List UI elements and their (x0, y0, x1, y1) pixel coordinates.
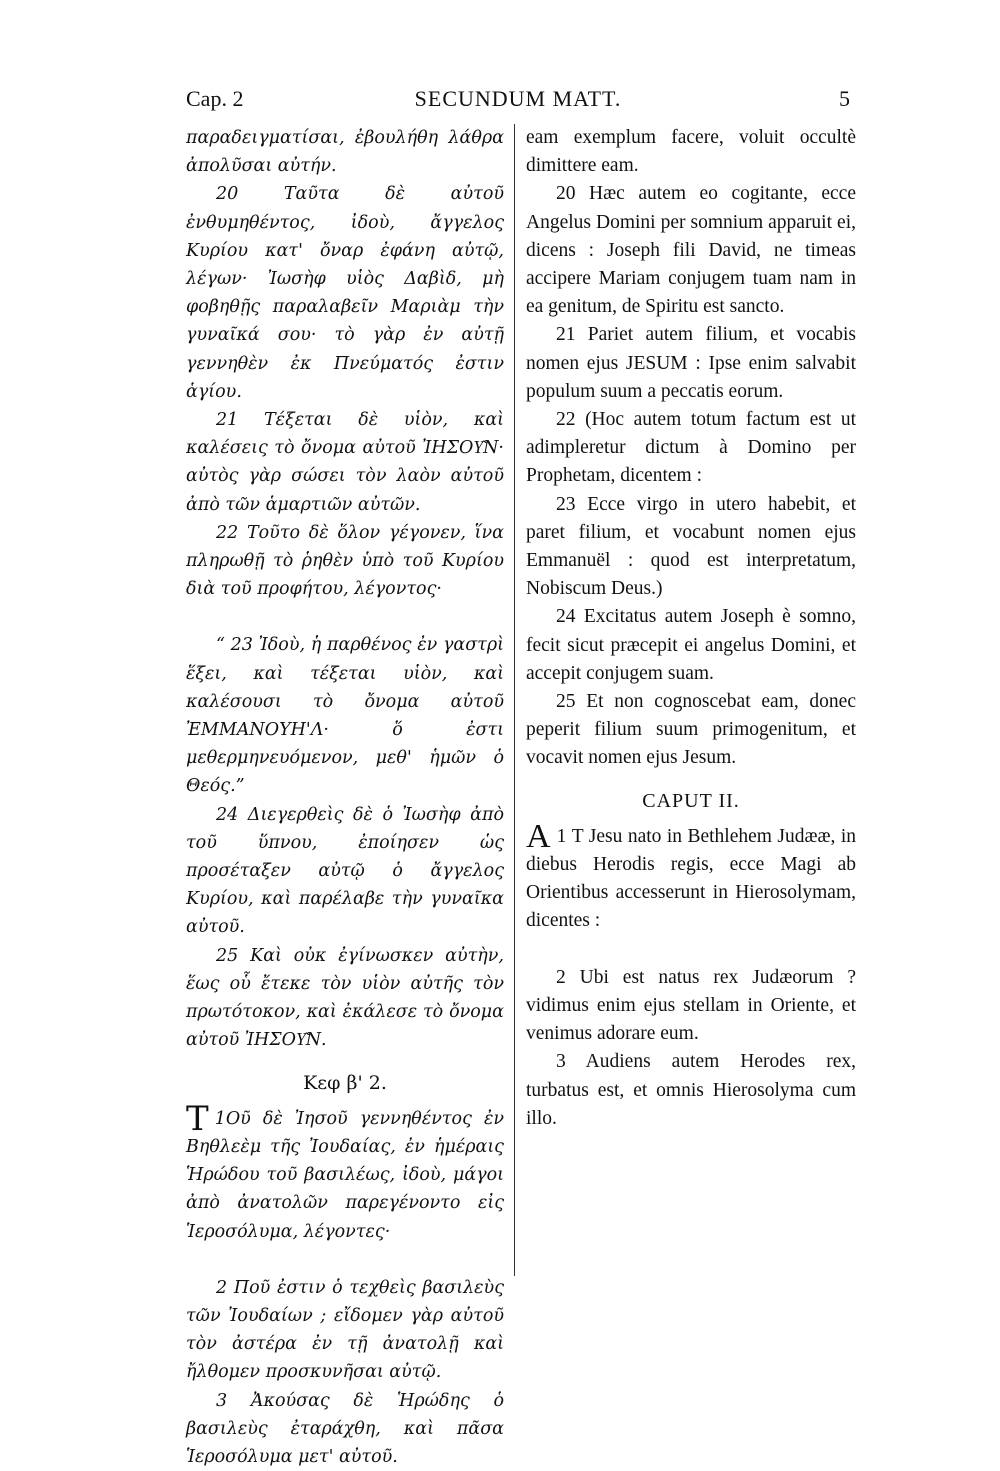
verse-text: Οῦ δὲ Ἰησοῦ γεννηθέντος ἐν Βηθλεὲμ τῆς Ἰουδαίας, ἐν ἡμέραις Ἡρώδου τοῦ βασιλέως, ἰδοὺ, μάγοι ἀπὸ ἀνατολῶν παρεγένοντο εἰς Ἱεροσόλυμα, λέγοντες· (186, 1108, 504, 1242)
greek-chapter2-verse-3: 3 Ἀκούσας δὲ Ἡρώδης ὁ βασιλεὺς ἐταράχθη, καὶ πᾶσα Ἱεροσόλυμα μετ' αὐτοῦ. (186, 1390, 504, 1467)
chapter-label: Cap. 2 (186, 86, 244, 111)
spacer (186, 603, 504, 631)
latin-chapter2-verse-2: 2 Ubi est natus rex Judæorum ? vidimus enim ejus stellam in Oriente, et venimus adorare eum. (526, 966, 856, 1045)
latin-verse-23: 23 Ecce virgo in utero habebit, et paret filium, et vocabunt nomen ejus Emmanuël : quod est interpretatum, Nobiscum Deus.) (526, 493, 856, 600)
greek-verse-21: 21 Τέξεται δὲ υἱὸν, καὶ καλέσεις τὸ ὄνομα αὐτοῦ ἸΗΣΟΥ͂Ν· αὐτὸς γὰρ σώσει τὸν λαὸν αὐτοῦ ἀπὸ τῶν ἁμαρτιῶν αὐτῶν. (186, 410, 504, 515)
spacer (526, 936, 856, 964)
latin-verse-20: 20 Hæc autem eo cogitante, ecce Angelus Domini per somnium apparuit ei, dicens : Joseph fili David, ne timeas accipere Mariam conjugem tuam nam in ea genitum, de Spiritu est sancto. (526, 183, 856, 318)
verse-number: 1 (556, 825, 567, 847)
greek-chapter-heading: Κεφ β' 2. (303, 1071, 387, 1094)
verse-number: 1 (214, 1108, 226, 1129)
greek-chapter2-verse-2: 2 Ποῦ ἐστιν ὁ τεχθεὶς βασιλεὺς τῶν Ἰουδαίων ; εἴδομεν γὰρ αὐτοῦ τὸν ἀστέρα ἐν τῇ ἀνατολῇ καὶ ἤλθομεν προσκυνῆσαι αὐτῷ. (186, 1277, 504, 1383)
book-title: SECUNDUM MATT. (414, 86, 622, 111)
running-header (186, 86, 850, 116)
latin-verse-intro: eam exemplum facere, voluit occultè dimittere eam. (526, 127, 856, 177)
latin-chapter2-verse-1 (526, 817, 856, 936)
greek-verse-intro: παραδειγματίσαι, ἐβουλήθη λάθρα ἀπολῦσαι αὐτήν. (186, 128, 504, 177)
greek-chapter2-verse-1 (186, 1098, 504, 1246)
latin-verse-24: 24 Excitatus autem Joseph è somno, fecit sicut præcepit ei angelus Domini, et accepit conjugem suam. (526, 606, 856, 684)
verse-text: T Jesu nato in Bethlehem Judææ, in diebus Herodis regis, ecce Magi ab Orientibus accesserunt in Hierosolymam, dicentes : (526, 825, 856, 932)
greek-verse-25: 25 Καὶ οὐκ ἐγίνωσκεν αὐτὴν, ἕως οὗ ἔτεκε τὸν υἱὸν αὐτῆς τὸν πρωτότοκον, καὶ ἐκάλεσε τὸ ὄνομα αὐτοῦ ἸΗΣΟΥ͂Ν. (186, 945, 504, 1051)
latin-verse-21: 21 Pariet autem filium, et vocabis nomen ejus JESUM : Ipse enim salvabit populum suum a peccatis eorum. (526, 324, 856, 402)
greek-verse-24: 24 Διεγερθεὶς δὲ ὁ Ἰωσὴφ ἀπὸ τοῦ ὕπνου, ἐποίησεν ὡς προσέταξεν αὐτῷ ὁ ἄγγελος Κυρίου, καὶ παρέλαβε τὴν γυναῖκα αὐτοῦ. (186, 804, 504, 938)
drop-cap: Τ (186, 1098, 209, 1139)
greek-verse-20: 20 Ταῦτα δὲ αὐτοῦ ἐνθυμηθέντος, ἰδοὺ, ἄγγελος Κυρίου κατ' ὄναρ ἐφάνη αὐτῷ, λέγων· Ἰωσὴφ υἱὸς Δαβὶδ, μὴ φοβηθῇς παραλαβεῖν Μαριὰμ τὴν γυναῖκά σου· τὸ γὰρ ἐν αὐτῇ γεννηθὲν ἐκ Πνεύματός ἐστιν ἁγίου. (186, 184, 504, 402)
page-number: 5 (839, 86, 850, 111)
latin-verse-25: 25 Et non cognoscebat eam, donec peperit filium suum primogenitum, et vocavit nomen ejus Jesum. (526, 691, 856, 769)
latin-column (526, 124, 856, 1133)
column-divider (514, 124, 515, 1276)
spacer (186, 1246, 504, 1274)
latin-verse-22: 22 (Hoc autem totum factum est ut adimpleretur dictum à Domino per Prophetam, dicentem : (526, 409, 856, 487)
latin-chapter-heading: CAPUT II. (642, 789, 740, 812)
greek-column (186, 124, 504, 1471)
greek-verse-22: 22 Τοῦτο δὲ ὅλον γέγονεν, ἵνα πληρωθῇ τὸ ῥηθὲν ὑπὸ τοῦ Κυρίου διὰ τοῦ προφήτου, λέγοντος· (186, 522, 504, 600)
drop-cap: A (526, 817, 551, 855)
greek-verse-23: “ 23 Ἰδοὺ, ἡ παρθένος ἐν γαστρὶ ἕξει, καὶ τέξεται υἱὸν, καὶ καλέσουσι τὸ ὄνομα αὐτοῦ ἘΜΜΑΝΟΥΗ'Λ· ὅ ἐστι μεθερμηνευόμενον, μεθ' ἡμῶν ὁ Θεός.” (186, 635, 504, 797)
latin-chapter2-verse-3: 3 Audiens autem Herodes rex, turbatus est, et omnis Hierosolyma cum illo. (526, 1051, 856, 1129)
